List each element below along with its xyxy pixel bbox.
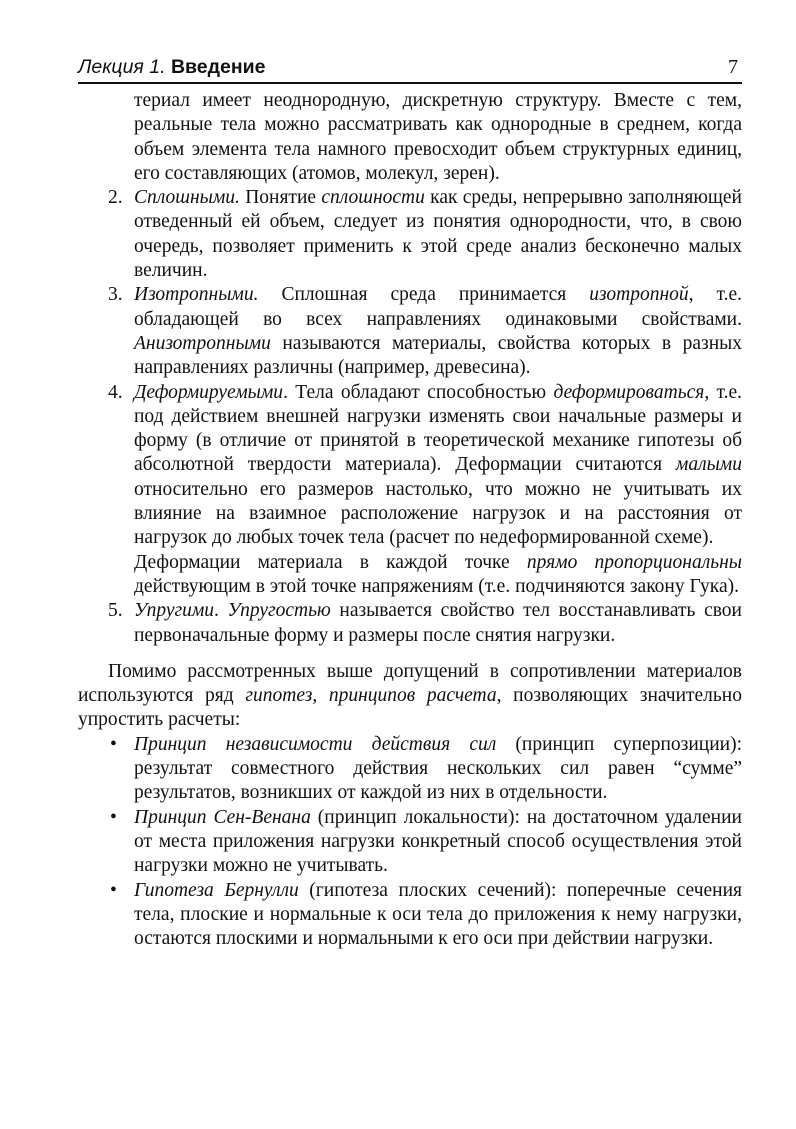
item-term: Изотропными. (134, 284, 259, 306)
list-item-4 (78, 381, 742, 551)
list-item-number: 4. (108, 381, 123, 403)
bullet-text: (принцип локальности): на достаточном удалении от места приложения нагрузки конкретный способ осуществления этой нагрузки можно не учитывать. (134, 806, 742, 877)
bullet-icon: • (110, 806, 117, 828)
item-emphasis: изотропной (589, 284, 689, 306)
body-paragraph (78, 660, 742, 733)
running-header (78, 54, 742, 84)
list-item-number: 5. (108, 600, 123, 622)
bullet-item-saint-venant (78, 806, 742, 879)
item-text: Сплошная среда принимается (258, 284, 590, 306)
paragraph-text: Помимо рассмотренных выше допущений в сопротивлении материалов используются ряд (78, 660, 742, 707)
bullet-item-bernoulli (78, 879, 742, 952)
item-emphasis: малыми (675, 454, 742, 476)
item-term: Упругими (134, 600, 215, 622)
item-text: , т.е. обладающей во всех направлениях одинаковыми свойствами. (134, 284, 742, 330)
header-title: Введение (170, 56, 266, 78)
item-emphasis: Анизотропными (134, 332, 271, 354)
item-1-continuation: териал имеет неоднородную, дискретную структуру. Вместе с тем, реальные тела можно рассматривать как однородные в среднем, когда объем элемента тела намного превосходит объем структурных единиц, его составляющих (атомов, молекул, зерен). (134, 90, 742, 184)
item-emphasis: сплошности (321, 187, 425, 209)
item-text: . (214, 600, 228, 622)
bullet-icon: • (110, 879, 117, 901)
paragraph-text: , позволяющих значительно упростить расчеты: (78, 685, 742, 731)
item-text: действующим в этой точке напряжениям (т.е. подчиняются закону Гука). (134, 575, 739, 597)
bullet-term: Гипотеза Бернулли (134, 879, 299, 901)
item-term: Деформируемыми (134, 381, 284, 403)
item-text: Понятие (239, 187, 322, 209)
item-emphasis: Упругостью (227, 600, 331, 622)
list-item-4-subparagraph (78, 551, 742, 600)
list-item-number: 3. (108, 284, 123, 306)
item-term: Сплошными. (134, 187, 240, 209)
list-item-2 (78, 186, 742, 283)
item-text: как среды, непрерывно заполняющей отведенный ей объем, следует из понятия однородности, что, в свою очередь, позволяет применить к этой среде анализ бесконечно малых величин. (134, 187, 742, 282)
list-item-number: 2. (108, 187, 123, 209)
item-emphasis: деформироваться (553, 381, 705, 403)
bullet-term: Принцип независимости действия сил (134, 733, 497, 755)
list-item-5 (78, 599, 742, 648)
bullet-text: (принцип суперпозиции): результат совместного действия нескольких сил равен “сумме” результатов, возникших от каждой из них в отдельности. (134, 733, 742, 804)
item-text: . Тела обладают способностью (283, 381, 554, 403)
bullet-text: (гипотеза плоских сечений): поперечные сечения тела, плоские и нормальные к оси тела до приложения к нему нагрузки, остаются плоскими и нормальными к его оси при действии нагрузки. (134, 879, 742, 950)
header-lecture: Лекция 1. (78, 56, 166, 78)
item-text: называется свойство тел восстанавливать свои первоначальные форму и размеры после снятия нагрузки. (134, 600, 742, 646)
bullet-term: Принцип Сен-Венана (134, 806, 311, 828)
item-text: , т.е. под действием внешней нагрузки изменять свои начальные размеры и форму (в отличие от принятой в теоретической механике гипотезы об абсолютной твердости материала). Деформации считаются (134, 381, 742, 476)
paragraph-emphasis: принципов расчета (328, 685, 497, 707)
item-text: называются материалы, свойства которых в разных направлениях различны (например, древесина). (134, 332, 742, 379)
bullet-item-superposition (78, 733, 742, 806)
paragraph-emphasis: гипотез (245, 685, 313, 707)
bullet-icon: • (110, 733, 117, 755)
page-body (78, 89, 742, 951)
list-item-3 (78, 283, 742, 380)
item-text: относительно его размеров настолько, что можно не учитывать их влияние на взаимное расположение нагрузок и на расстояния от нагрузок до любых точек тела (расчет по недеформированной схеме). (134, 478, 742, 549)
paragraph-text: , (312, 685, 329, 707)
item-text: Деформации материала в каждой точке (134, 551, 527, 573)
item-emphasis: прямо пропорциональны (526, 551, 742, 573)
page-number: 7 (728, 56, 738, 78)
